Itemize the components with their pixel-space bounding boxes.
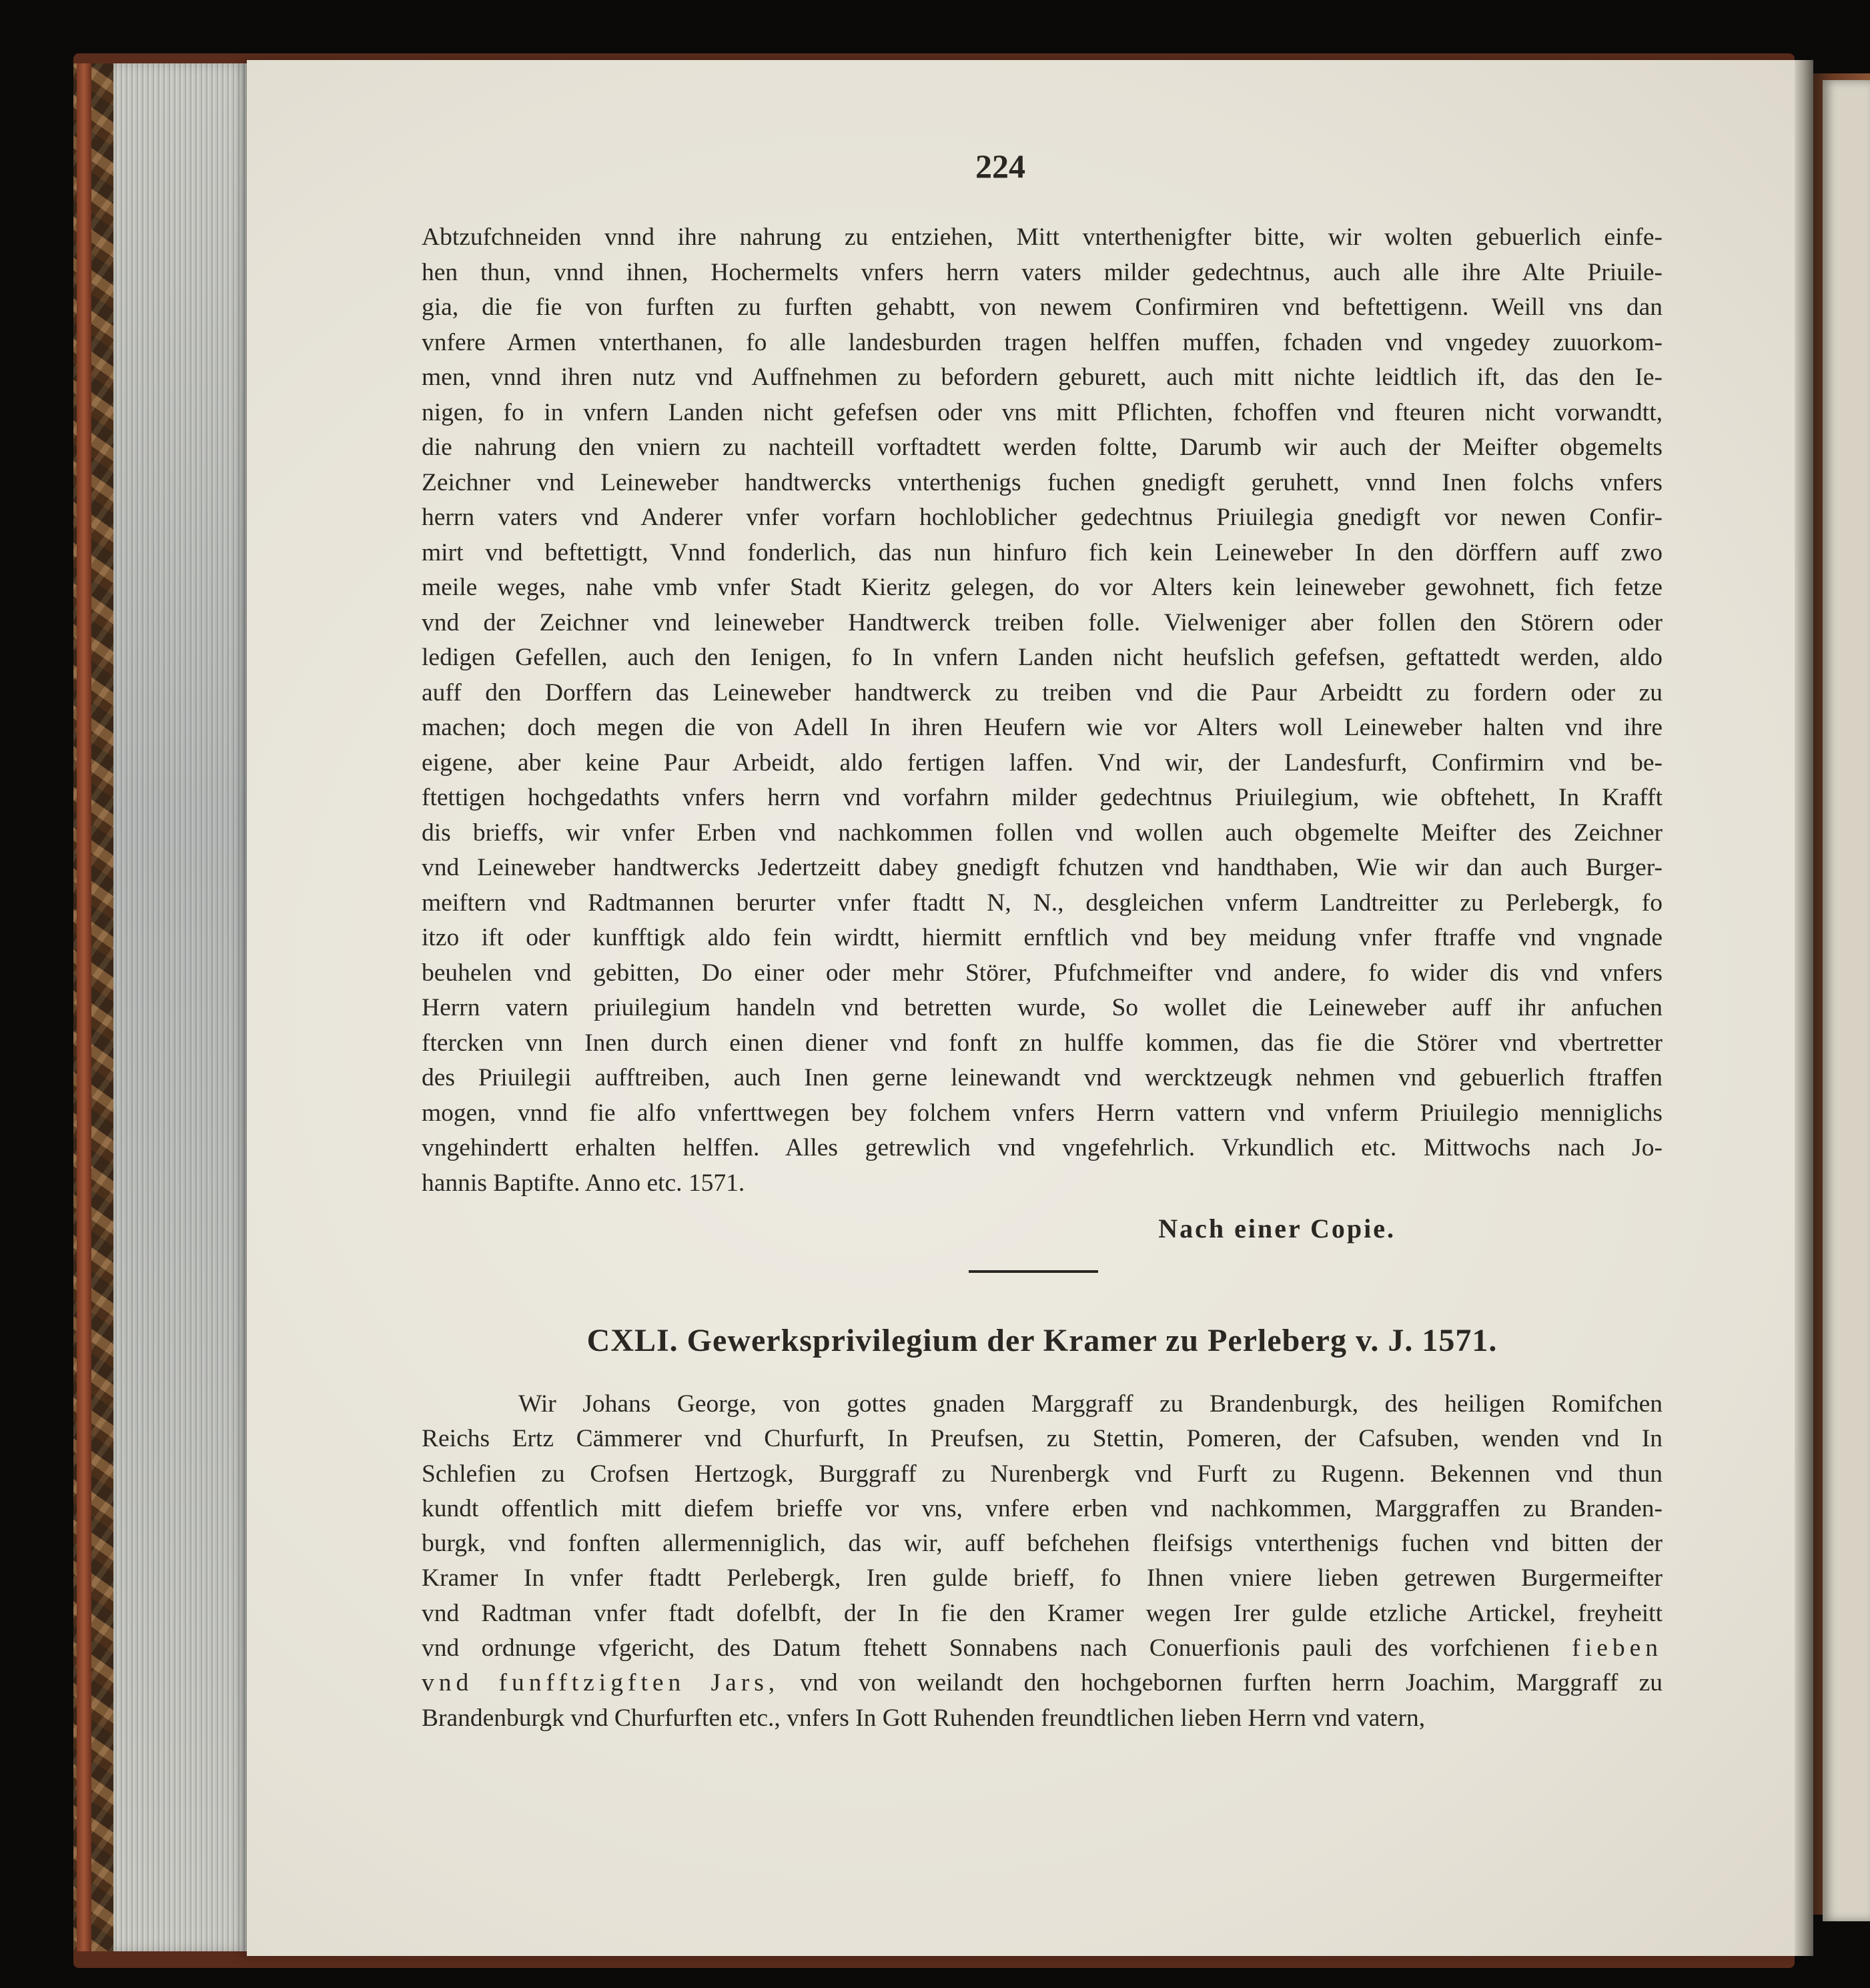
section-2-text — [422, 1387, 1663, 1736]
text-line: auff den Dorffern das Leineweber handtwerck zu treiben vnd die Paur Arbeidtt zu fordern oder zu — [422, 678, 1663, 706]
text-line: vngehindertt erhalten helffen. Alles getrewlich vnd vngefehrlich. Vrkundlich etc. Mittwochs nach Jo- — [422, 1134, 1663, 1161]
text-line: dis brieffs, wir vnfer Erben vnd nachkommen follen vnd wollen auch obgemelte Meifter des Zeichner — [422, 819, 1663, 847]
source-note: Nach einer Copie. — [1158, 1213, 1396, 1244]
text-line: herrn vaters vnd Anderer vnfer vorfarn hochloblicher gedechtnus Priuilegia gnedigft vor newen Confir- — [422, 504, 1663, 531]
text-line: des Priuilegii aufftreiben, auch Inen gerne leinewandt vnd wercktzeugk nehmen vnd gebuerlich ftraffen — [422, 1064, 1663, 1091]
text-line: Schlefien zu Crofsen Hertzogk, Burggraff zu Nurenbergk vnd Furft zu Rugenn. Bekennen vnd thun — [422, 1460, 1663, 1488]
text-line: vnd Radtman vnfer ftadt dofelbft, der In fie den Kramer wegen Irer gulde etzliche Artickel, freyheitt — [422, 1599, 1663, 1627]
text-line: vnd ordnunge vfgericht, des Datum ftehett Sonnabens nach Conuerfionis pauli des vorfchienen fieben — [422, 1634, 1663, 1662]
page-number: 224 — [975, 147, 1025, 185]
text-line: Wir Johans George, von gottes gnaden Marggraff zu Brandenburgk, des heiligen Romifchen — [518, 1390, 1663, 1418]
text-line: kundt offentlich mitt diefem brieffe vor vns, vnfere erben vnd nachkommen, Marggraffen zu Branden- — [422, 1494, 1663, 1522]
section-divider — [969, 1270, 1098, 1273]
text-line — [422, 1666, 1663, 1700]
text-line: beuhelen vnd gebitten, Do einer oder mehr Störer, Pfufchmeifter vnd andere, fo wider dis vnd vnfers — [422, 959, 1663, 987]
text-line: mogen, vnnd fie alfo vnferttwegen bey folchem vnfers Herrn vattern vnd vnferm Priuilegio menniglichs — [422, 1099, 1663, 1127]
text-line: men, vnnd ihren nutz vnd Auffnehmen zu befordern geburett, auch mitt nichte leidtlich ift, das den Ie- — [422, 364, 1663, 391]
text-line: eigene, aber keine Paur Arbeidt, aldo fertigen laffen. Vnd wir, der Landesfurft, Confirmirn vnd be- — [422, 749, 1663, 777]
section-heading: CXLI. Gewerksprivilegium der Kramer zu Perleberg v. J. 1571. — [586, 1323, 1498, 1358]
spaced-phrase: vnd funfftzigften Jars, — [422, 1669, 780, 1697]
text-line: Zeichner vnd Leineweber handtwercks vnterthenigs fuchen gnedigft geruhett, vnnd Inen folchs vnfers — [422, 468, 1663, 496]
page-gutter — [1795, 60, 1813, 1956]
section-1-text — [422, 220, 1663, 1201]
text-line: vnfere Armen vnterthanen, fo alle landesburden tragen helffen muffen, fchaden vnd vngedey zuuorkom- — [422, 328, 1663, 356]
text-line: hen thun, vnnd ihnen, Hochermelts vnfers herrn vaters milder gedechtnus, auch alle ihre Alte Priuile- — [422, 258, 1663, 286]
text-line: mirt vnd beftettigtt, Vnnd fonderlich, das nun hinfuro fich kein Leineweber In den dörffern auff zwo — [422, 538, 1663, 566]
text-line: Reichs Ertz Cämmerer vnd Churfurft, In Preufsen, zu Stettin, Pomeren, der Cafsuben, wenden vnd In — [422, 1425, 1663, 1453]
text-line: gia, die fie von furften zu furften gehabtt, von newem Confirmiren vnd beftettigenn. Weill vns dan — [422, 294, 1663, 321]
spaced-word: fieben — [1572, 1634, 1663, 1662]
text-line: Kramer In vnfer ftadtt Perlebergk, Iren gulde brieff, fo Ihnen vniere lieben getrewen Burgermeifter — [422, 1564, 1663, 1592]
text-line: vnd der Zeichner vnd leineweber Handtwerck treiben folle. Vielweniger aber follen den Störern oder — [422, 608, 1663, 636]
text-line: itzo ift oder kunfftigk aldo fein wirdtt, hiermitt ernftlich vnd bey meidung vnfer ftraffe vnd vngnade — [422, 924, 1663, 951]
page-edges-shade — [113, 63, 254, 1951]
text-line: Herrn vatern priuilegium handeln vnd betretten wurde, So wollet die Leineweber auff ihr anfuchen — [422, 994, 1663, 1021]
text-line: meiftern vnd Radtmannen berurter vnfer ftadtt N, N., desgleichen vnferm Landtreitter zu Perlebergk, fo — [422, 889, 1663, 917]
text-line: Abtzufchneiden vnnd ihre nahrung zu entziehen, Mitt vnterthenigfter bitte, wir wolten gebuerlich einfe- — [422, 223, 1663, 251]
text-line: hannis Baptifte. Anno etc. 1571. — [422, 1169, 745, 1197]
text-line: burgk, vnd fonften allermenniglich, das wir, auff befchehen fleifsigs vnterthenigs fuchen vnd bitten der — [422, 1530, 1663, 1558]
text-line: ftercken vnn Inen durch einen diener vnd fonft zn hulffe kommen, das fie die Störer vnd vbertretter — [422, 1029, 1663, 1057]
text-line: ledigen Gefellen, auch den Ienigen, fo In vnfern Landen nicht heufslich gefefsen, geftattedt werden, aldo — [422, 644, 1663, 671]
text-line: Brandenburgk vnd Churfurften etc., vnfers In Gott Ruhenden freundtlichen lieben Herrn vnd vatern, — [422, 1704, 1426, 1732]
text-line: die nahrung den vniern zu nachteill vorftadtett werden foltte, Darumb wir auch der Meifter obgemelts — [422, 434, 1663, 461]
text-line: nigen, fo in vnfern Landen nicht gefefsen oder vns mitt Pflichten, fchoffen vnd fteuren nicht vorwandtt, — [422, 398, 1663, 426]
line-rest: vnd von weilandt den hochgebornen furften herrn Joachim, Marggraff zu — [779, 1669, 1663, 1697]
text-line: ftettigen hochgedathts vnfers herrn vnd vorfahrn milder gedechtnus Priuilegium, wie obftehett, In Krafft — [422, 784, 1663, 811]
text-line: vnd Leineweber handtwercks Jedertzeitt dabey gnedigft fchutzen vnd handthaben, Wie wir dan auch Burger- — [422, 854, 1663, 881]
facing-page — [1823, 80, 1870, 1921]
leather-spine-edge — [77, 63, 91, 1951]
text-line: meile weges, nahe vmb vnfer Stadt Kieritz gelegen, do vor Alters kein leineweber gewohnett, fich fetze — [422, 574, 1663, 601]
text-line: machen; doch megen die von Adell In ihren Heufern wie vor Alters woll Leineweber halten vnd ihre — [422, 714, 1663, 741]
